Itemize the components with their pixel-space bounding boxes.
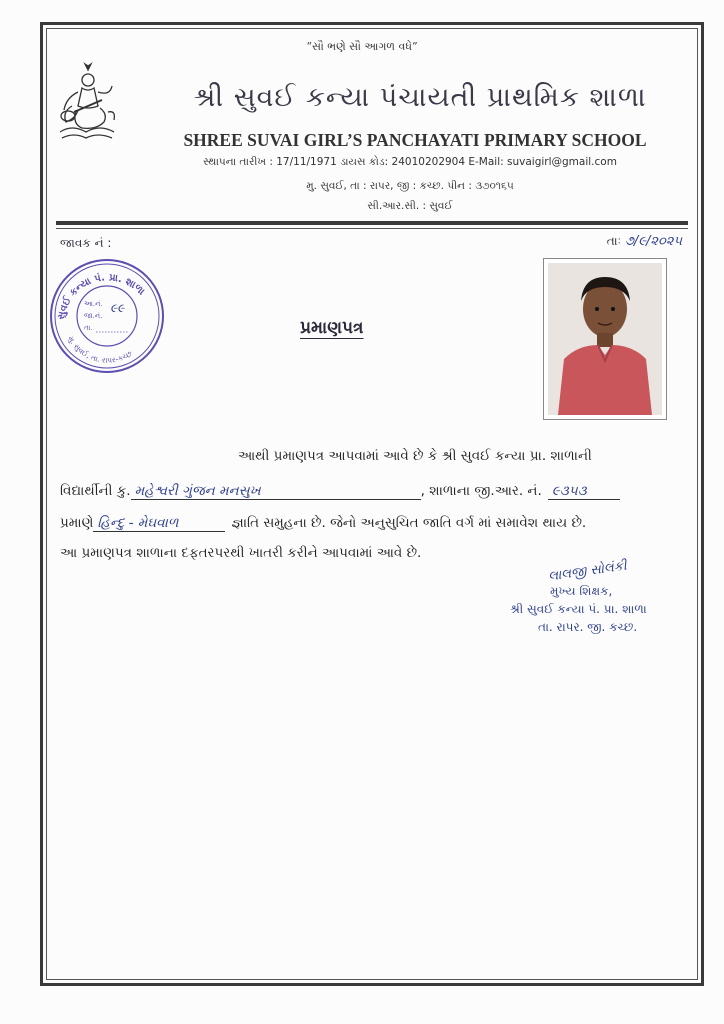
svg-text:મુ. સુવઈ, તા. રાપર-કચ્છ — [66, 335, 134, 365]
student-prefix-label: વિદ્યાર્થીની કુ. — [60, 483, 131, 499]
header-divider-thick — [56, 221, 688, 225]
certificate-line-3 — [60, 515, 586, 532]
certificate-line-1: આથી પ્રમાણપત્ર આપવામાં આવે છે કે શ્રી સુવઈ કન્યા પ્રા. શાળાની — [238, 448, 592, 464]
date-value: ૭/૯/૨૦૨૫ — [624, 234, 682, 249]
saraswati-logo-icon — [52, 62, 122, 144]
certificate-line-4: આ પ્રમાણપત્ર શાળાના દફતરપરથી ખાતરી કરીને આપવામાં આવે છે. — [60, 545, 422, 561]
stamp-text-outer: સુવઈ કન્યા પં. પ્રા. શાળા — [55, 272, 147, 321]
caste-value: હિન્દુ - મેઘવાળ — [93, 515, 225, 532]
school-title-english: SHREE SUVAI GIRL’S PANCHAYATI PRIMARY SCHOOL — [183, 130, 647, 150]
stamp-number: ૯૯ — [110, 301, 125, 315]
outward-number-label: જાવક નં : — [60, 236, 112, 250]
signature-school: શ્રી સુવઈ કન્યા પં. પ્રા. શાળા — [510, 602, 647, 616]
stamp-text-bottom: મુ. સુવઈ, તા. રાપર-કચ્છ — [66, 334, 134, 365]
stamp-field-1: આ.નં. — [84, 300, 103, 308]
gr-number-label: , શાળાના જી.આર. નં. — [420, 483, 542, 499]
certificate-heading: પ્રમાણપત્ર — [300, 318, 364, 338]
signature-title: મુખ્ય શિક્ષક, — [550, 584, 613, 598]
school-info-line: સ્થાપના તારીખ : 17/11/1971 ડાયસ કોડ: 24010202904 E-Mail: suvaigirl@gmail.com — [203, 156, 617, 168]
signature-location: તા. રાપર. જી. કચ્છ. — [538, 620, 638, 634]
certificate-line-2 — [60, 483, 620, 500]
school-crc-line: સી.આર.સી. : સુવઈ — [367, 200, 453, 212]
headmaster-signature: લાલજી સોલંકી — [547, 558, 628, 585]
gr-number: ૯૩૫૩ — [548, 483, 620, 500]
school-address-line: મુ. સુવઈ, તા : રાપર, જી : કચ્છ. પીન : ૩૭૦૧૬૫ — [306, 180, 514, 192]
page-border-inner — [46, 28, 698, 980]
header-divider-thin — [56, 228, 688, 229]
stamp-field-3: તા. — [84, 324, 93, 332]
school-title-gujarati: શ્રી સુવઈ કન્યા પંચાયતી પ્રાથમિક શાળા — [193, 82, 647, 113]
stamp-field-2: જા.નં. — [84, 312, 103, 320]
date-label: તાઃ — [606, 234, 622, 248]
student-photo — [543, 258, 667, 420]
school-motto: “સૌ ભણે સૌ આગળ વધે” — [306, 40, 418, 53]
school-stamp — [44, 254, 170, 378]
date-field — [607, 234, 682, 249]
caste-prefix-label: પ્રમાણે — [60, 515, 94, 531]
student-name: મહેશ્વરી ગુંજન મનસુખ — [131, 483, 421, 500]
caste-suffix-text: જ્ઞાતિ સમુહના છે. જેનો અનુસુચિત જાતિ વર્ગ માં સમાવેશ થાય છે. — [231, 515, 587, 531]
